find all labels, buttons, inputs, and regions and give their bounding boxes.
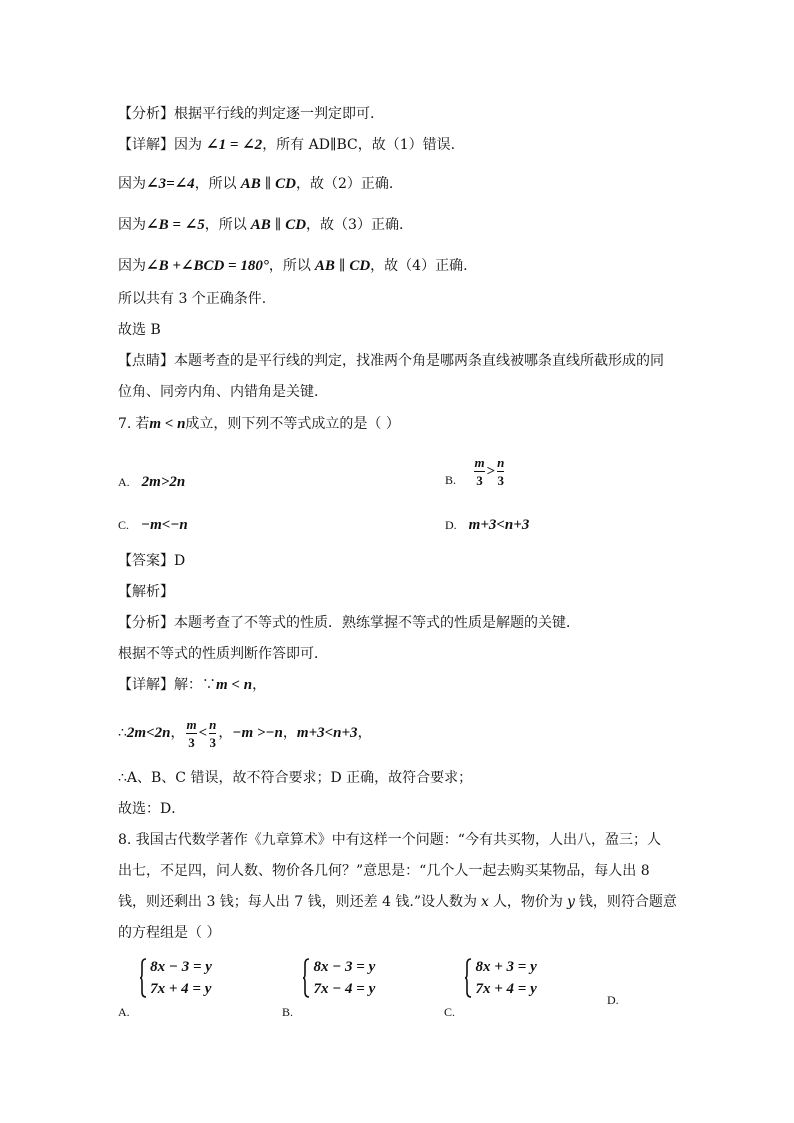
fraction xyxy=(186,717,196,750)
equation: 7x + 4 = y xyxy=(150,981,212,997)
explanation-heading: 【解析】 xyxy=(118,584,174,600)
text: 钱，则还剩出 3 钱；每人出 7 钱，则还差 4 钱.”设人数为 xyxy=(118,894,478,910)
question-8-line-3 xyxy=(118,892,677,912)
math-expression: 2m>2n xyxy=(141,474,186,490)
text: ，所以 xyxy=(268,258,311,274)
text: 成立，则下列不等式成立的是（ ） xyxy=(185,416,400,432)
text: ，所以 xyxy=(194,176,237,192)
question-7-stem xyxy=(118,414,400,434)
parallel-symbol: ∥ xyxy=(264,176,272,192)
equation-system xyxy=(140,956,212,1000)
operator: < xyxy=(198,725,208,741)
equation: 8x − 3 = y xyxy=(313,959,376,975)
equation: 7x − 4 = y xyxy=(313,981,376,997)
option-label: D. xyxy=(607,993,619,1007)
q7-option-d xyxy=(445,515,529,535)
text: 人，物价为 xyxy=(492,894,563,910)
detail-line-1 xyxy=(118,135,455,155)
fraction xyxy=(474,455,484,488)
text: 因为 xyxy=(118,176,146,192)
detail-line-4 xyxy=(118,256,468,276)
math-expression: CD xyxy=(285,217,307,233)
text: ， xyxy=(282,725,297,741)
math-expression: AB xyxy=(250,217,271,233)
text: ，故（3）正确. xyxy=(306,217,404,233)
option-label: C. xyxy=(444,1005,456,1019)
remark-tag: 【点睛】 xyxy=(118,353,174,369)
math-expression: ∠3=∠4 xyxy=(146,176,195,192)
text: 若 xyxy=(135,416,150,432)
equation: 8x + 3 = y xyxy=(475,959,537,975)
option-label: C. xyxy=(118,518,130,532)
detail-tag: 【详解】 xyxy=(118,677,174,693)
q8-option-a xyxy=(118,956,212,1022)
analysis-tag: 【分析】 xyxy=(118,106,174,122)
question-8-line-4: 的方程组是（ ） xyxy=(118,925,221,941)
detail-line-5 xyxy=(118,675,266,695)
operator: > xyxy=(486,463,496,480)
option-label: A. xyxy=(118,475,130,489)
text: ，所以 xyxy=(204,217,247,233)
detail-line-2 xyxy=(118,174,393,194)
equation-system xyxy=(465,956,536,1000)
analysis-tag: 【分析】 xyxy=(118,615,174,631)
math-expression: ∠B = ∠5 xyxy=(146,217,205,233)
question-8-line-2: 出七，不足四，问人数、物价各几何？”意思是：“几个人一起去购买某物品，每人出 8 xyxy=(118,863,650,879)
math-expression: m < n xyxy=(216,677,253,693)
text: ， xyxy=(252,677,267,693)
analysis-text: 根据平行线的判定逐一判定即可. xyxy=(174,106,375,122)
option-label: D. xyxy=(445,518,457,532)
analysis-line xyxy=(118,104,374,124)
choice-line-2: 故选：D． xyxy=(118,801,186,817)
remark-line-1 xyxy=(118,351,664,371)
analysis-line-3: 根据不等式的性质判断作答即可． xyxy=(118,646,328,662)
denominator: 3 xyxy=(188,734,195,750)
text: 因为 xyxy=(174,137,202,153)
math-expression: m < n xyxy=(149,416,186,432)
math-expression: CD xyxy=(349,258,371,274)
text: ，故（4）正确. xyxy=(370,258,468,274)
math-expression: ∠1 = ∠2 xyxy=(206,137,263,153)
math-expression: CD xyxy=(275,176,297,192)
therefore-symbol: ∴ xyxy=(118,725,127,741)
brace-icon xyxy=(140,958,147,998)
q7-option-b xyxy=(445,455,506,490)
text: 解：∵ xyxy=(174,677,216,693)
math-expression: AB xyxy=(240,176,261,192)
brace-icon xyxy=(303,958,310,998)
text: ，所有 AD∥BC，故（1）错误. xyxy=(262,137,456,153)
denominator: 3 xyxy=(476,473,483,488)
text: 因为 xyxy=(118,217,146,233)
q8-option-c xyxy=(444,956,537,1022)
text: ， xyxy=(357,725,372,741)
fraction xyxy=(497,455,504,488)
math-expression: 2m<2n xyxy=(126,725,171,741)
equation: 8x − 3 = y xyxy=(150,959,212,975)
denominator: 3 xyxy=(209,734,217,750)
derivation-line xyxy=(118,716,372,750)
math-expression: AB xyxy=(314,258,335,274)
text: ， xyxy=(170,725,185,741)
denominator: 3 xyxy=(497,473,505,488)
analysis-line-2 xyxy=(118,613,580,633)
parallel-symbol: ∥ xyxy=(274,217,282,233)
conclusion-line: ∴A、B、C 错误，故不符合要求；D 正确，故符合要求； xyxy=(118,770,473,786)
option-label: B. xyxy=(445,472,457,487)
fraction xyxy=(209,717,216,750)
q8-option-d xyxy=(607,990,631,1010)
option-label: A. xyxy=(118,1005,130,1019)
math-expression: m+3<n+3 xyxy=(468,517,530,533)
parallel-symbol: ∥ xyxy=(338,258,346,274)
text: ， xyxy=(218,725,233,741)
math-expression: ∠B +∠BCD = 180° xyxy=(146,258,269,274)
math-expression: −m >−n xyxy=(232,725,283,741)
brace-icon xyxy=(465,958,472,998)
q7-option-a xyxy=(118,472,185,492)
variable: x xyxy=(481,894,489,910)
remark-line-2: 位角、同旁内角、内错角是关键. xyxy=(118,384,319,400)
numerator: m xyxy=(186,716,197,732)
count-line: 所以共有 3 个正确条件. xyxy=(118,291,267,307)
choice-line: 故选 B xyxy=(118,322,161,338)
numerator: n xyxy=(209,716,217,732)
numerator: m xyxy=(474,455,485,470)
equation: 7x + 4 = y xyxy=(475,981,537,997)
text: ，故（2）正确. xyxy=(296,176,394,192)
math-expression: −m<−n xyxy=(141,517,188,533)
question-number: 7. xyxy=(118,416,132,432)
text: 本题考查了不等式的性质．熟练掌握不等式的性质是解题的关键． xyxy=(174,615,580,631)
answer-line: 【答案】D xyxy=(118,553,186,569)
variable: y xyxy=(566,894,575,910)
option-label: B. xyxy=(282,1005,294,1019)
text: 因为 xyxy=(118,258,146,274)
text: 钱，则符合题意 xyxy=(578,894,677,910)
math-expression: m+3<n+3 xyxy=(296,725,358,741)
text: 本题考查的是平行线的判定，找准两个角是哪两条直线被哪条直线所截形成的同 xyxy=(174,353,664,369)
equation-system xyxy=(303,956,375,1000)
detail-tag: 【详解】 xyxy=(118,137,174,153)
numerator: n xyxy=(497,455,505,470)
q7-option-c xyxy=(118,515,188,535)
detail-line-3 xyxy=(118,215,403,235)
q8-option-b xyxy=(282,956,375,1022)
question-8-line-1: 8. 我国古代数学著作《九章算术》中有这样一个问题：“今有共买物，人出八，盈三；人 xyxy=(118,832,661,848)
